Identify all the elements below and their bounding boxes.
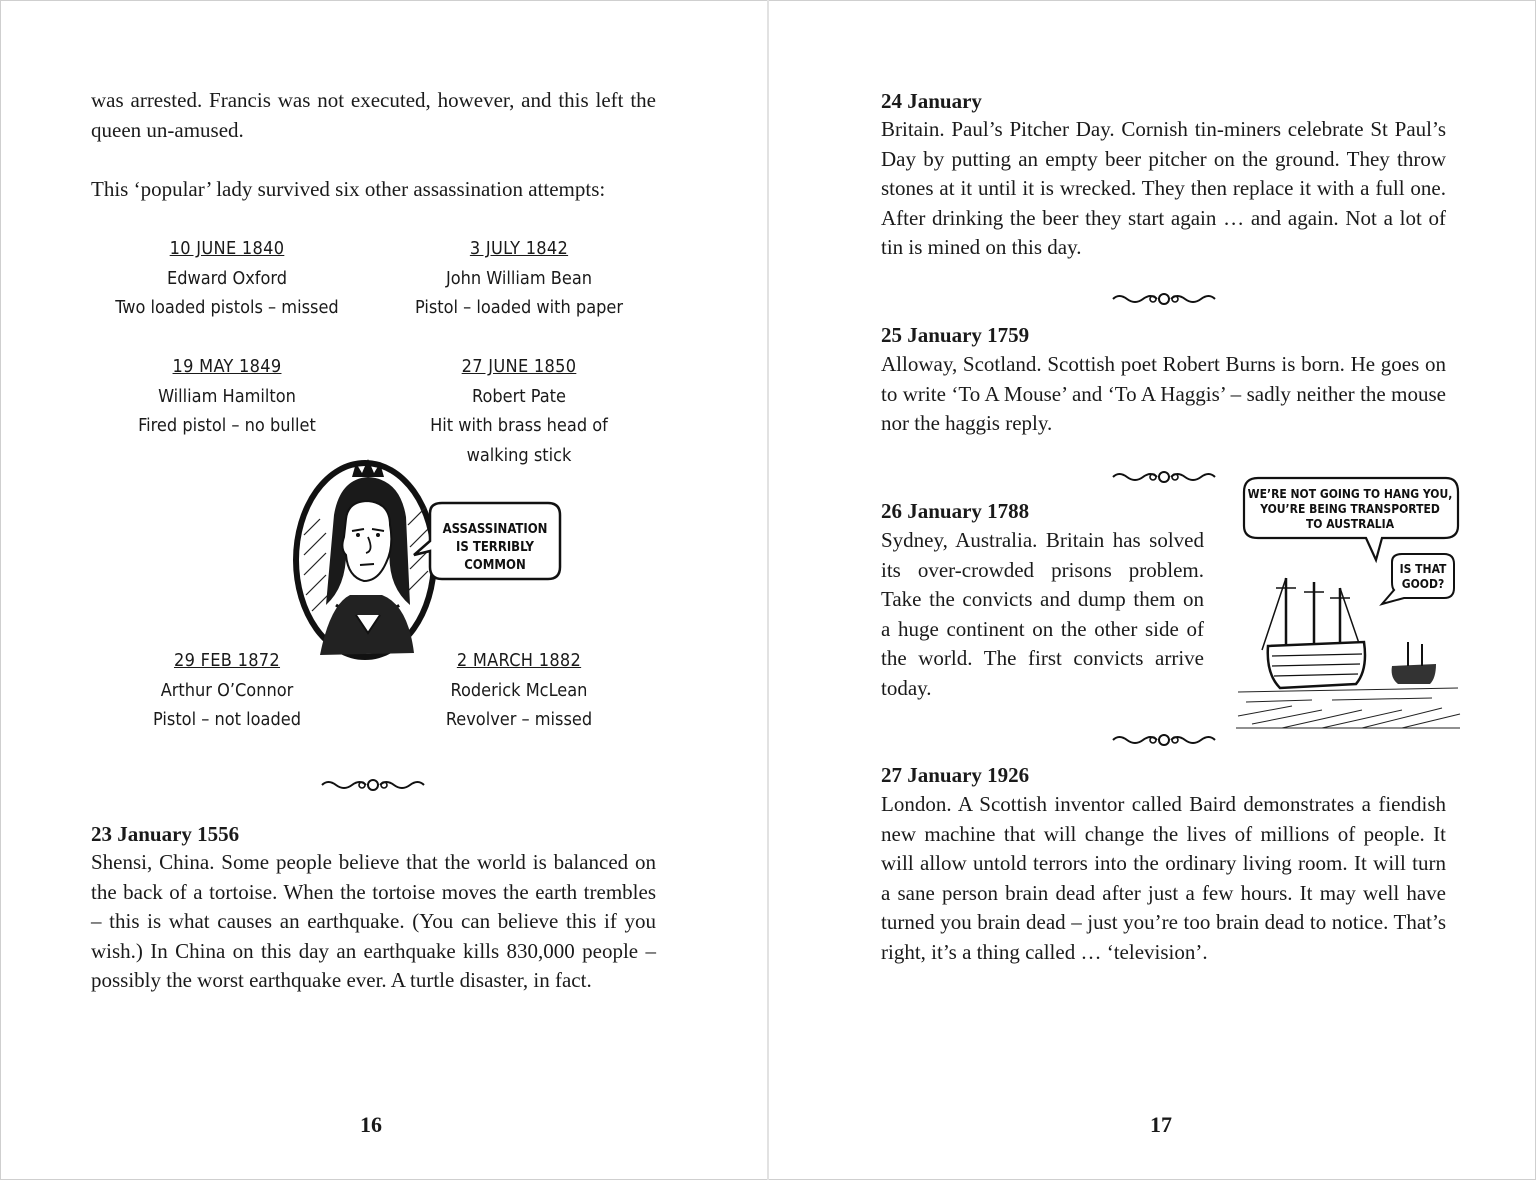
attempt-1842 <box>389 234 649 323</box>
attempt-name: Edward Oxford <box>167 267 287 289</box>
attempt-1849 <box>97 352 357 441</box>
attempt-date: 27 JUNE 1850 <box>461 356 577 377</box>
ship-bubble-small-1: IS THAT <box>1399 562 1447 576</box>
queen-bubble-line-3: COMMON <box>464 558 526 573</box>
attempt-name: William Hamilton <box>158 385 296 407</box>
attempt-method: Revolver – missed <box>445 709 593 730</box>
attempt-name: Arthur O’Connor <box>160 679 294 701</box>
attempt-method: Two loaded pistols – missed <box>115 297 339 318</box>
attempt-date: 10 JUNE 1840 <box>169 238 285 259</box>
page-number: 16 <box>360 1112 382 1137</box>
convict-ship-illustration <box>1232 470 1464 735</box>
attempt-method: Hit with brass head of walking stick <box>430 415 608 466</box>
entry-text: Britain. Paul’s Pitcher Day. Cornish tin-miners celebrate St Paul’s Day by putting an empty beer pitcher on the ground. They throw stones at it until it is wrecked. They then replace it with a full one. After drinking the beer they start again … and again. Not a lot of tin is mined on this day. <box>881 117 1446 259</box>
attempt-1872 <box>97 646 357 735</box>
attempt-date: 19 MAY 1849 <box>172 356 282 377</box>
list-intro: This ‘popular’ lady survived six other assassination attempts: <box>91 177 606 201</box>
queen-bubble-line-1: ASSASSINATION <box>442 522 548 537</box>
ship-bubble-line-1: WE’RE NOT GOING TO HANG YOU, <box>1247 487 1453 501</box>
entry-heading: 23 January 1556 <box>91 822 240 846</box>
attempt-date: 3 JULY 1842 <box>469 238 569 259</box>
ship-bubble-line-3: TO AUSTRALIA <box>1305 517 1395 531</box>
attempt-date: 29 FEB 1872 <box>173 650 281 671</box>
ship-bubble-small-2: GOOD? <box>1401 577 1445 591</box>
entry-text: Alloway, Scotland. Scottish poet Robert Burns is born. He goes on to write ‘To A Mouse’ and ‘To A Haggis’ – sadly neither the mouse nor the haggis reply. <box>881 352 1446 435</box>
attempt-method: Fired pistol – no bullet <box>138 415 316 436</box>
entry-text: Shensi, China. Some people believe that the world is balanced on the back of a tortoise. When the tortoise moves the earth trembles – this is what causes an earthquake. (You can believe this if you wish.) In China on this day an earthquake kills 830,000 people – possibly the worst earthquake ever. A turtle disaster, in fact. <box>91 850 656 992</box>
attempt-method: Pistol – loaded with paper <box>414 297 624 318</box>
attempt-1850 <box>389 352 649 470</box>
attempt-method: Pistol – not loaded <box>153 709 301 730</box>
intro-paragraph: was arrested. Francis was not executed, however, and this left the queen un-amused. <box>91 88 656 142</box>
ship-bubble-line-2: YOU’RE BEING TRANSPORTED <box>1260 502 1440 516</box>
attempt-date: 2 MARCH 1882 <box>456 650 582 671</box>
ornament-divider <box>1109 469 1219 485</box>
entry-heading: 25 January 1759 <box>881 323 1030 347</box>
ornament-divider <box>318 777 428 793</box>
entry-text: London. A Scottish inventor called Baird demonstrates a fiendish new machine that will change the lives of millions of people. It will allow untold terrors into the ordinary living room. It will turn a sane person brain dead after just a few hours. It may well have turned you brain dead – just you’re too brain dead to notice. That’s right, it’s a thing called … ‘television’. <box>881 792 1446 964</box>
attempt-name: Robert Pate <box>472 385 566 407</box>
attempt-1882 <box>389 646 649 735</box>
entry-heading: 27 January 1926 <box>881 763 1030 787</box>
entry-text: Sydney, Australia. Britain has solved its over-crowded prisons problem. Take the convicts and dump them on a huge continent on the other side of the world. The first convicts arrive today. <box>881 528 1204 700</box>
attempt-name: John William Bean <box>445 267 593 289</box>
ornament-divider <box>1109 732 1219 748</box>
attempt-name: Roderick McLean <box>450 679 588 701</box>
ornament-divider <box>1109 291 1219 307</box>
queen-victoria-illustration <box>290 455 565 665</box>
queen-bubble-line-2: IS TERRIBLY <box>456 540 534 555</box>
entry-heading: 24 January <box>881 89 982 113</box>
attempt-1840 <box>97 234 357 323</box>
entry-heading: 26 January 1788 <box>881 499 1030 523</box>
page-number: 17 <box>1150 1112 1172 1137</box>
